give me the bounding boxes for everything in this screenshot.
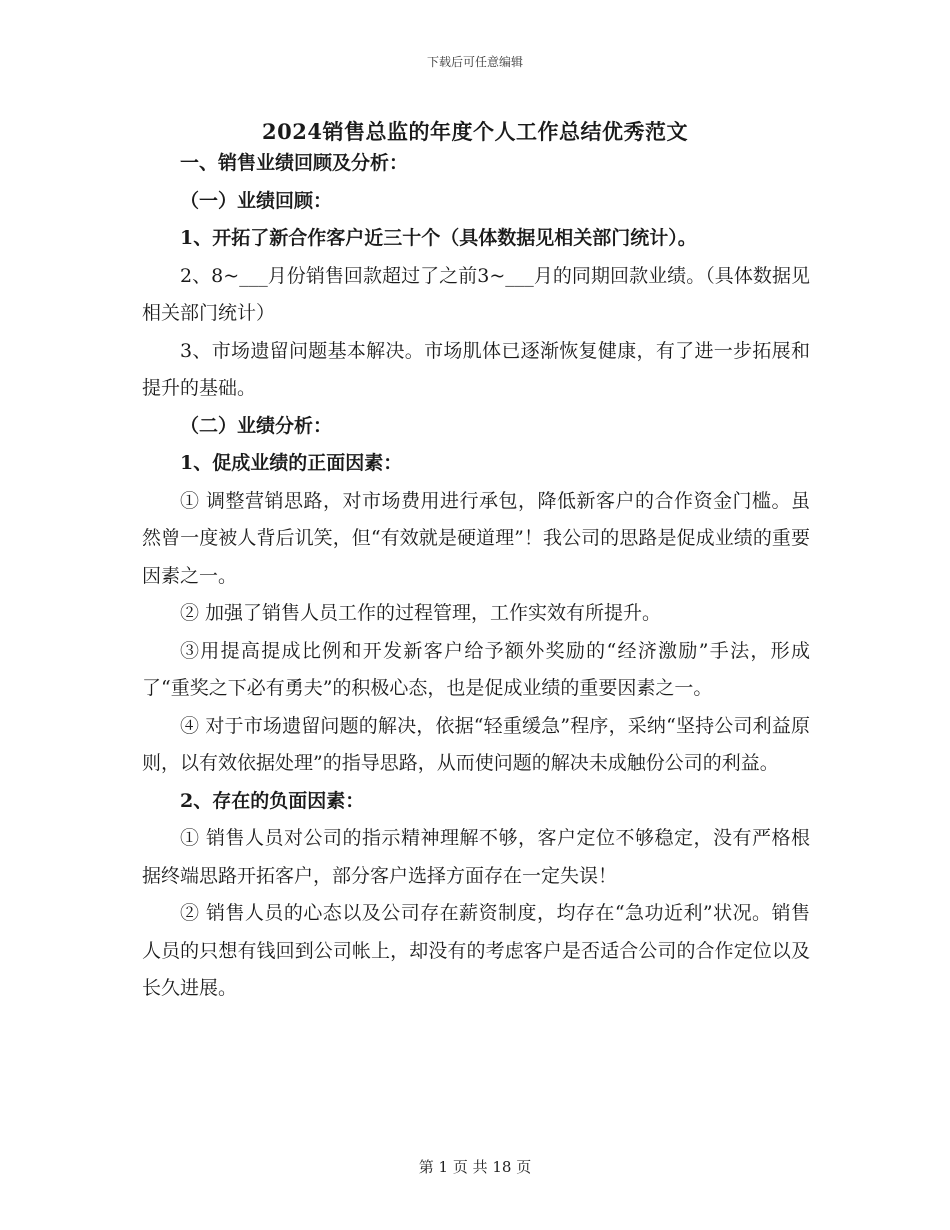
document-title: 2024销售总监的年度个人工作总结优秀范文: [262, 119, 688, 144]
paragraph: ④ 对于市场遗留问题的解决，依据“轻重缓急”程序，采纳“坚持公司利益原则，以有效依据处理”的指导思路，从而使问题的解决未成触份公司的利益。: [142, 714, 810, 774]
paragraph: 2、8~___月份销售回款超过了之前3~___月的同期回款业绩。（具体数据见相关部门统计）: [142, 264, 810, 324]
header-note: 下载后可任意编辑: [426, 55, 523, 69]
list-heading: 1、促成业绩的正面因素：: [180, 452, 403, 474]
section-heading: 一、销售业绩回顾及分析：: [180, 152, 409, 174]
paragraph: ① 销售人员对公司的指示精神理解不够，客户定位不够稳定，没有严格根据终端思路开拓客户，部分客户选择方面存在一定失误！: [142, 827, 810, 887]
paragraph: ② 销售人员的心态以及公司存在薪资制度，均存在“急功近利”状况。销售人员的只想有钱回到公司帐上，却没有的考虑客户是否适合公司的合作定位以及长久进展。: [142, 902, 810, 999]
paragraph: ① 调整营销思路，对市场费用进行承包，降低新客户的合作资金门槛。虽然曾一度被人背后讥笑，但“有效就是硬道理”！我公司的思路是促成业绩的重要因素之一。: [142, 489, 810, 587]
paragraph: ③用提高提成比例和开发新客户给予额外奖励的“经济激励”手法，形成了“重奖之下必有勇夫”的积极心态，也是促成业绩的重要因素之一。: [142, 639, 810, 699]
subsection-heading: （二）业绩分析：: [180, 414, 333, 437]
paragraph: ② 加强了销售人员工作的过程管理，工作实效有所提升。: [180, 602, 662, 624]
paragraph: 1、开拓了新合作客户近三十个（具体数据见相关部门统计）。: [180, 227, 697, 249]
paragraph: 3、市场遗留问题基本解决。市场肌体已逐渐恢复健康，有了进一步拓展和提升的基础。: [142, 339, 810, 399]
subsection-heading: （一）业绩回顾：: [180, 189, 333, 212]
page-footer: 第 1 页 共 18 页: [418, 1158, 532, 1176]
list-heading: 2、存在的负面因素：: [180, 789, 365, 812]
document-body: [142, 145, 810, 1008]
